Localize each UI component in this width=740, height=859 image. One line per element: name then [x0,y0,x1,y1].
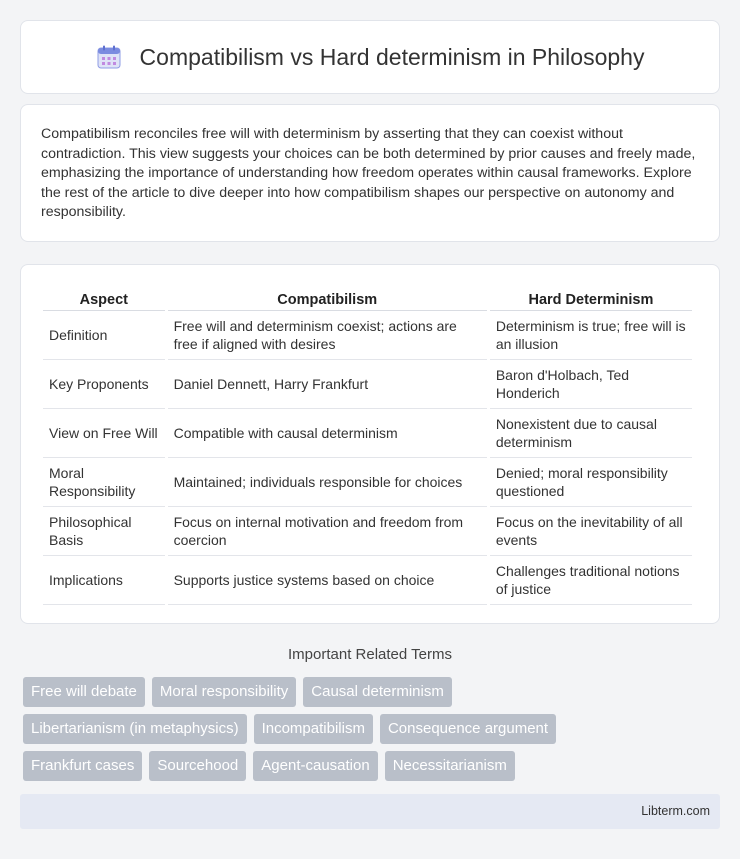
related-terms-heading: Important Related Terms [288,646,452,663]
cell-hard-determinism: Denied; moral responsibility questioned [490,458,692,507]
comparison-table [40,287,695,605]
cell-hard-determinism: Challenges traditional notions of justice [490,556,692,605]
cell-aspect: Philosophical Basis [43,507,165,556]
cell-aspect: Moral Responsibility [43,458,165,507]
cell-aspect: Key Proponents [43,360,165,409]
tag-moral-responsibility[interactable]: Moral responsibility [152,677,296,707]
tag-libertarianism[interactable]: Libertarianism (in metaphysics) [23,714,247,744]
cell-compatibilism: Focus on internal motivation and freedom from coercion [168,507,487,556]
table-row [43,507,692,556]
tag-causal-determinism[interactable]: Causal determinism [303,677,452,707]
tag-row [23,751,723,781]
tag-free-will-debate[interactable]: Free will debate [23,677,145,707]
table-row [43,556,692,605]
header-compatibilism: Compatibilism [168,287,487,311]
tag-consequence-argument[interactable]: Consequence argument [380,714,556,744]
tag-incompatibilism[interactable]: Incompatibilism [254,714,373,744]
cell-hard-determinism: Nonexistent due to causal determinism [490,409,692,458]
tag-necessitarianism[interactable]: Necessitarianism [385,751,515,781]
cell-compatibilism: Supports justice systems based on choice [168,556,487,605]
calendar-icon [96,44,122,70]
footer [20,794,720,829]
tag-sourcehood[interactable]: Sourcehood [149,751,246,781]
related-terms-tags [23,677,723,788]
tag-frankfurt-cases[interactable]: Frankfurt cases [23,751,142,781]
cell-hard-determinism: Determinism is true; free will is an illusion [490,311,692,360]
comparison-table-card [20,264,720,624]
tag-agent-causation[interactable]: Agent-causation [253,751,377,781]
cell-aspect: Implications [43,556,165,605]
header-aspect: Aspect [43,287,165,311]
cell-compatibilism: Free will and determinism coexist; actions are free if aligned with desires [168,311,487,360]
intro-text: Compatibilism reconciles free will with determinism by asserting that they can coexist without contradiction. This view suggests your choices can be both determined by prior causes and freely made, emphasizing the importance of understanding how freedom operates within causal frameworks. Explore the rest of the article to dive deeper into how compatibilism shapes our perspective on autonomy and responsibility. [41,126,696,221]
cell-hard-determinism: Baron d'Holbach, Ted Honderich [490,360,692,409]
title-wrap [96,44,645,71]
cell-aspect: Definition [43,311,165,360]
table-row [43,360,692,409]
cell-compatibilism: Compatible with causal determinism [168,409,487,458]
tag-row [23,714,723,744]
tag-row [23,677,723,707]
table-row [43,311,692,360]
cell-aspect: View on Free Will [43,409,165,458]
intro-card [20,104,720,242]
header-hard-determinism: Hard Determinism [490,287,692,311]
table-header-row [43,287,692,311]
cell-compatibilism: Maintained; individuals responsible for choices [168,458,487,507]
footer-brand-link[interactable]: Libterm.com [641,804,710,818]
table-row [43,458,692,507]
table-row [43,409,692,458]
cell-hard-determinism: Focus on the inevitability of all events [490,507,692,556]
title-card [20,20,720,94]
cell-compatibilism: Daniel Dennett, Harry Frankfurt [168,360,487,409]
page-title: Compatibilism vs Hard determinism in Philosophy [139,43,645,70]
